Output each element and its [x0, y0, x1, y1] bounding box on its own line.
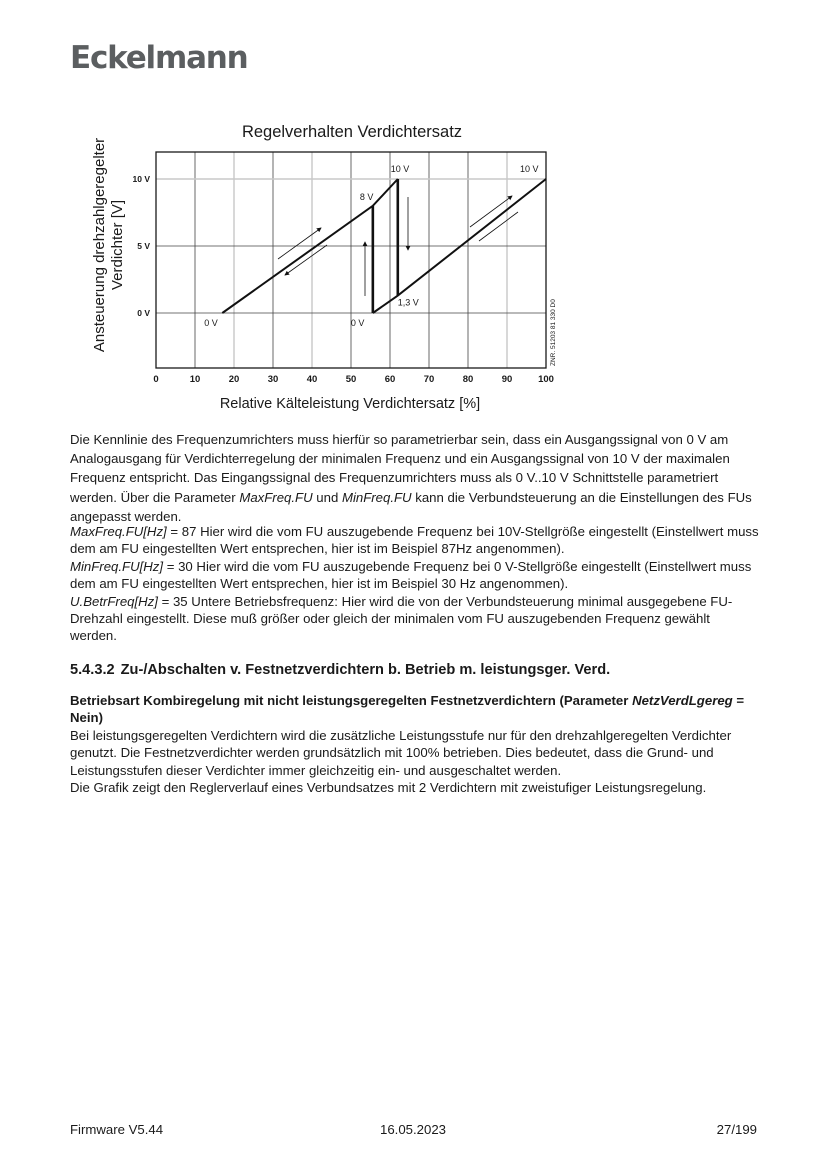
- param-minfreq: MinFreq.FU: [341, 489, 412, 505]
- chart-svg: [0, 110, 827, 420]
- svg-text:1,3 V: 1,3 V: [397, 297, 419, 308]
- p1-text-1: Die Kennlinie des Frequenzumrichters muss hierfür so parametrierbar sein, dass ein Ausgangssignal von 0 V am Analogausgang für Verdichterregelung der minimalen Frequenz und ein Ausgangssignal von 10 V der maximalen Frequenz entspricht. Das Eingangssignal des Frequenzumrichters muss als 0 V..10 V Schnittstelle parametriert werden. Über die Parameter: [70, 432, 730, 505]
- chart-tick-labels: [133, 174, 554, 385]
- svg-text:0 V: 0 V: [137, 308, 150, 318]
- svg-text:20: 20: [228, 374, 240, 385]
- param-text: = 35 Untere Betriebsfrequenz: Hier wird die von der Verbundsteuerung minimal ausgegebene FU-Drehzahl eingestellt. Diese muß größer oder gleich der minimalen vom FU auszugebenden Frequenz gewählt werden.: [70, 593, 733, 644]
- paragraph-betriebsart: [70, 692, 760, 796]
- chart-title: Regelverhalten Verdichtersatz: [241, 123, 463, 141]
- footer-date: 16.05.2023: [380, 1122, 447, 1137]
- section-number: 5.4.3.2: [70, 662, 115, 678]
- betriebsart-text: Bei leistungsgeregelten Verdichtern wird die zusätzliche Leistungsstufe nur für den drehzahlgeregelten Verdichter genutzt. Die Festnetzverdichter werden grundsätzlich mit 100% betrieben. Dies bedeutet, dass die Grund- und Leistungsstufen dieser Verdichter immer gleichzeitig ein- und ausgeschaltet werden.: [70, 727, 732, 778]
- param-maxfreq: MaxFreq.FU: [239, 489, 313, 505]
- param-desc-maxfreq: [70, 523, 760, 558]
- svg-text:10: 10: [189, 374, 201, 385]
- chart-ylabel-line2: Verdichter [V]: [109, 199, 126, 291]
- grafik-text: Die Grafik zeigt den Reglerverlauf eines Verbundsatzes mit 2 Verdichtern mit zweistufiger Leistungsregelung.: [70, 780, 707, 796]
- svg-text:10 V: 10 V: [390, 164, 410, 174]
- svg-text:8 V: 8 V: [359, 191, 374, 202]
- param-desc-minfreq: [70, 558, 760, 593]
- param-name: MinFreq.FU[Hz]: [70, 558, 164, 574]
- betriebsart-title: Betriebsart Kombiregelung mit nicht leistungsgeregelten Festnetzverdichtern (Parameter: [70, 693, 633, 708]
- svg-text:70: 70: [423, 374, 435, 385]
- svg-text:50: 50: [345, 374, 357, 385]
- svg-text:60: 60: [384, 374, 396, 385]
- regelverhalten-chart: [0, 110, 827, 420]
- eckelmann-logo: Eckelmann: [70, 40, 248, 76]
- chart-xlabel: Relative Kälteleistung Verdichtersatz [%]: [219, 396, 481, 412]
- svg-text:100: 100: [538, 374, 554, 385]
- svg-text:0 V: 0 V: [204, 318, 218, 328]
- svg-text:0 V: 0 V: [350, 318, 365, 328]
- footer-page-number: 27/199: [716, 1122, 757, 1137]
- section-title: Zu-/Abschalten v. Festnetzverdichtern b. Betrieb m. leistungsger. Verd.: [120, 662, 611, 678]
- param-name: MaxFreq.FU[Hz]: [70, 524, 167, 539]
- footer-firmware: Firmware V5.44: [70, 1122, 164, 1137]
- svg-text:40: 40: [306, 374, 318, 385]
- chart-side-note: ZNR. 51203 81 330 D0: [550, 299, 557, 366]
- param-text: = 30 Hier wird die vom FU auszugebende Frequenz bei 0 V-Stellgröße eingestellt (Einstellwert muss dem am FU eingestellten Wert entsprechen, hier ist im Beispiel 30 Hz angenommen).: [70, 558, 752, 592]
- svg-text:10 V: 10 V: [132, 174, 150, 184]
- chart-ylabel-line1: Ansteuerung drehzahlgeregelter: [91, 137, 108, 353]
- svg-text:90: 90: [501, 374, 513, 385]
- svg-text:10 V: 10 V: [520, 164, 539, 174]
- parameter-descriptions: [70, 523, 760, 645]
- param-text: = 87 Hier wird die vom FU auszugebende Frequenz bei 10V-Stellgröße eingestellt (Einstellwert muss dem am FU eingestellten Wert entsprechen, hier ist im Beispiel 87Hz angenommen).: [70, 524, 759, 557]
- svg-text:5 V: 5 V: [137, 241, 150, 251]
- betriebsart-title-end: = Nein): [70, 693, 745, 726]
- param-desc-ubetrfreq: [70, 593, 760, 645]
- section-heading: [70, 662, 610, 678]
- paragraph-kennlinie: [70, 430, 760, 526]
- p1-text-3: kann die Verbundsteuerung an die Einstellungen des FUs angepasst werden.: [70, 489, 752, 524]
- svg-text:0: 0: [153, 374, 159, 385]
- chart-grid: [156, 152, 546, 368]
- param-name: U.BetrFreq[Hz]: [70, 593, 158, 609]
- param-netzverdlgereg: NetzVerdLgereg: [632, 693, 733, 708]
- p1-text-2: und: [312, 489, 342, 505]
- svg-text:30: 30: [267, 374, 279, 385]
- svg-text:80: 80: [462, 374, 474, 385]
